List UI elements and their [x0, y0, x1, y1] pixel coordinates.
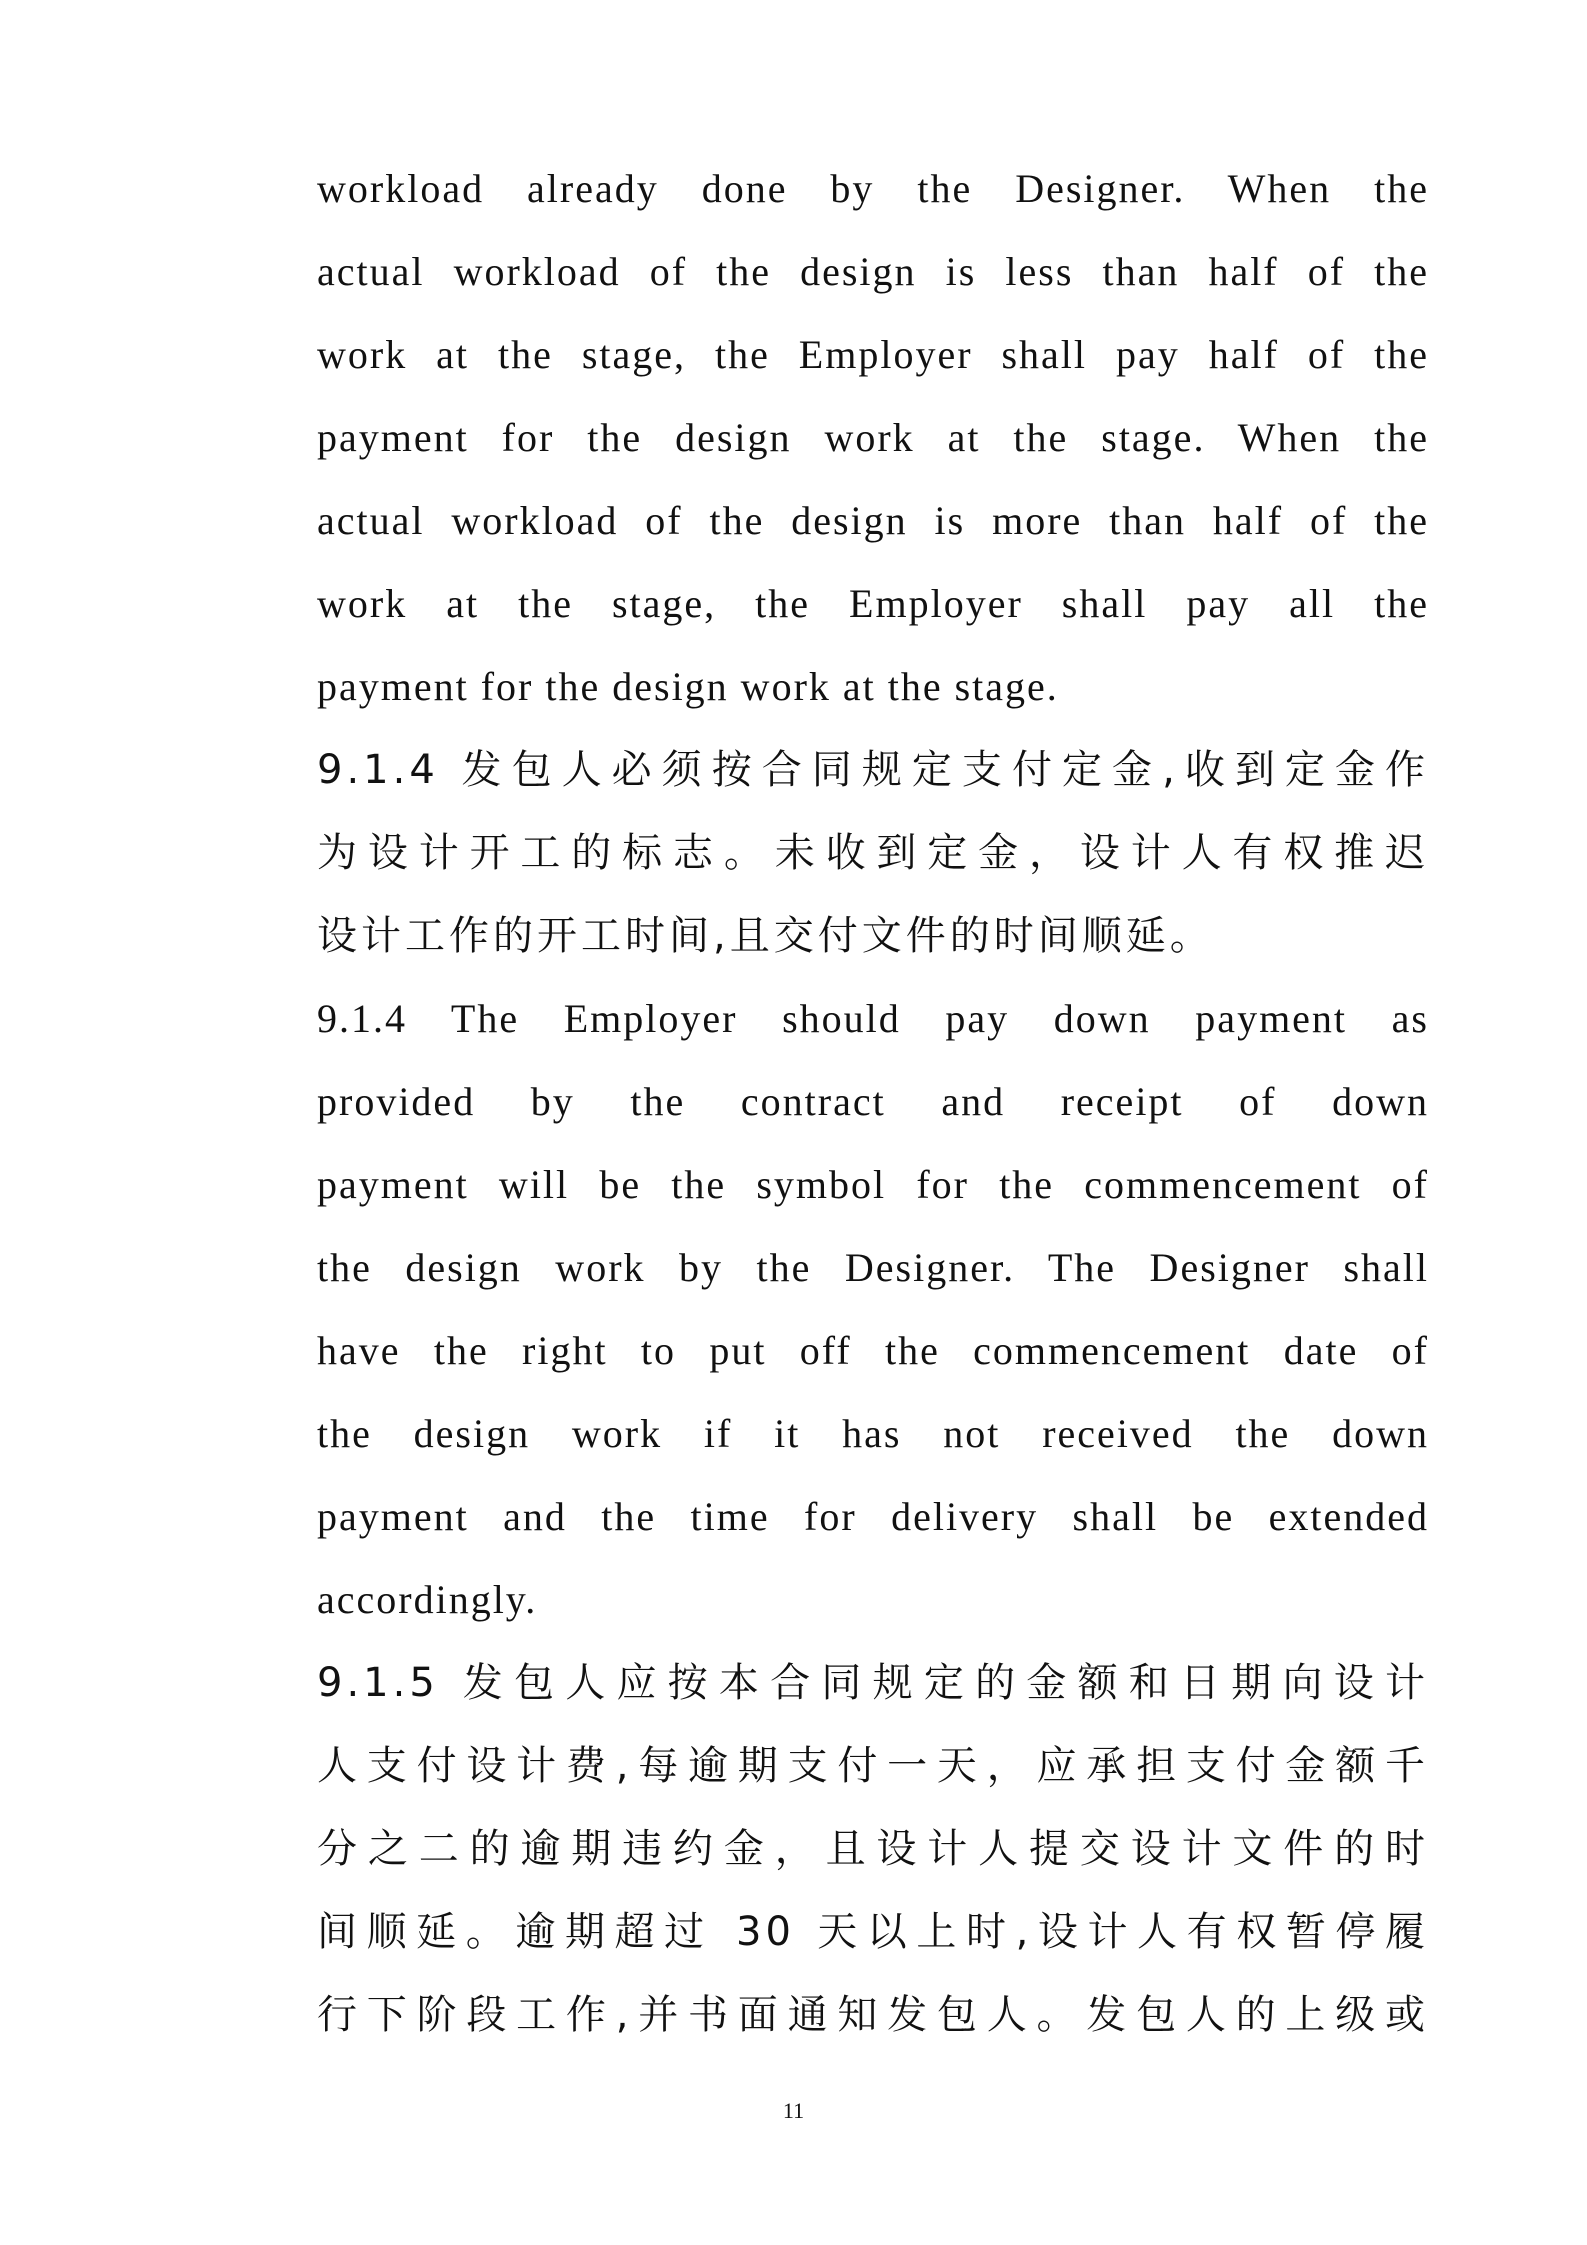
- text-line: payment for the design work at the stage. When the: [317, 415, 1429, 460]
- text-line: the design work if it has not received the down: [317, 1411, 1429, 1456]
- text-line-chinese: 人支付设计费,每逾期支付一天，应承担支付金额千: [317, 1743, 1429, 1789]
- text-line: workload already done by the Designer. When the: [317, 166, 1429, 211]
- text-line-chinese: 间顺延。逾期超过 30 天以上时,设计人有权暂停履: [317, 1909, 1429, 1955]
- text-line: provided by the contract and receipt of down: [317, 1079, 1429, 1124]
- text-line: payment will be the symbol for the commencement of: [317, 1162, 1429, 1207]
- text-line-chinese: 分之二的逾期违约金，且设计人提交设计文件的时: [317, 1826, 1429, 1872]
- text-line: 9.1.4 The Employer should pay down payment as: [317, 996, 1429, 1041]
- text-line-chinese: 9.1.5 发包人应按本合同规定的金额和日期向设计: [317, 1660, 1429, 1706]
- text-line-chinese: 9.1.4 发包人必须按合同规定支付定金,收到定金作: [317, 747, 1429, 793]
- text-line: have the right to put off the commencement date of: [317, 1328, 1429, 1373]
- text-line: payment for the design work at the stage.: [317, 664, 1059, 709]
- text-line: actual workload of the design is less than half of the: [317, 249, 1429, 294]
- text-line-chinese: 为设计开工的标志。未收到定金，设计人有权推迟: [317, 830, 1429, 876]
- text-line: actual workload of the design is more than half of the: [317, 498, 1429, 543]
- text-line-chinese: 行下阶段工作,并书面通知发包人。发包人的上级或: [317, 1992, 1429, 2038]
- text-line: work at the stage, the Employer shall pay half of the: [317, 332, 1429, 377]
- text-line: the design work by the Designer. The Designer shall: [317, 1245, 1429, 1290]
- text-line: work at the stage, the Employer shall pay all the: [317, 581, 1429, 626]
- text-line: payment and the time for delivery shall be extended: [317, 1494, 1429, 1539]
- text-line-chinese: 设计工作的开工时间,且交付文件的时间顺延。: [317, 913, 1214, 959]
- text-line: accordingly.: [317, 1577, 538, 1622]
- page-number: 11: [782, 2098, 805, 2123]
